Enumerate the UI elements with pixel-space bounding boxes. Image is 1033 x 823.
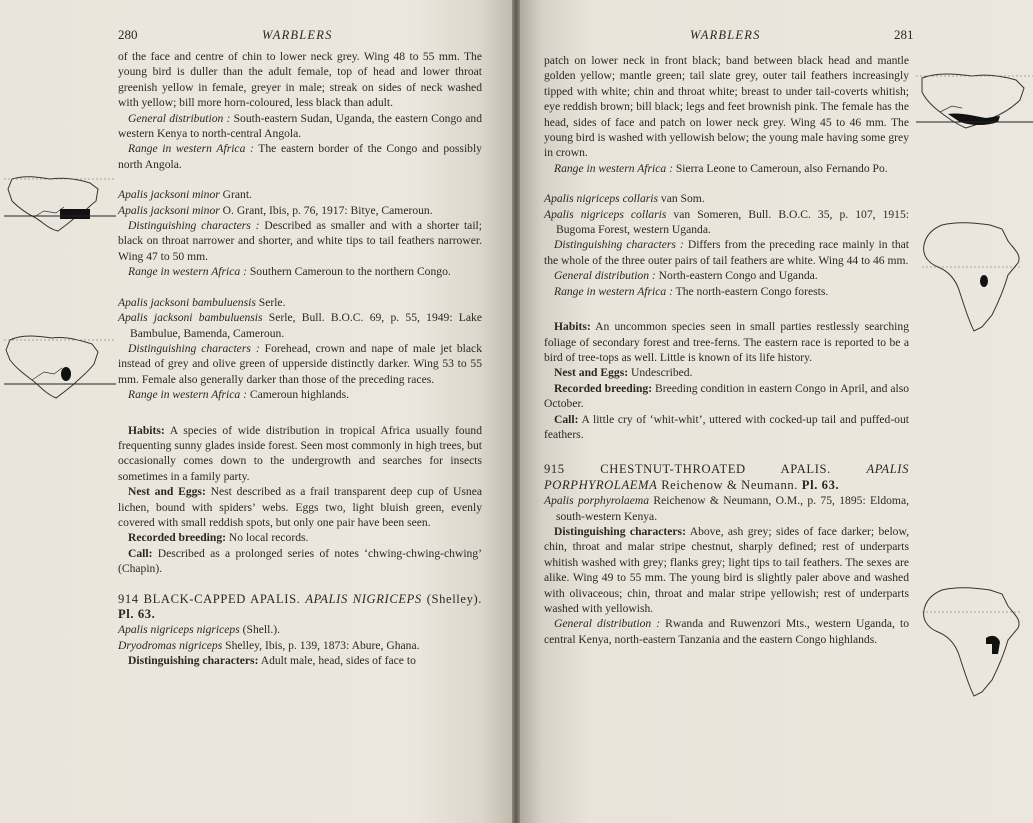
section-label: Call: (128, 546, 153, 560)
field-paragraph (118, 111, 482, 142)
section-text: An uncommon species seen in small parties restlessly searching foliage of secondary forest and tree-ferns. The eastern race is reported to be a bird of tree-tops as well. Little is known of its life history. (544, 320, 909, 364)
section-paragraph (544, 319, 909, 365)
species-common-name: BLACK-CAPPED APALIS. (143, 591, 301, 606)
paragraph-gap (118, 172, 482, 187)
section-label: Recorded breeding: (554, 381, 653, 395)
section-text: Above, ash grey; sides of face darker; below, chin, throat and malar stripe chestnut, sharply defined; rest of underparts whitish washed with grey; flanks grey; light tips to tail feathers. The sexes are alike. Wing 49 to 55 mm. The young bird is slightly paler above and washed with olivaceous; chin, throat and malar stripe yellowish; rest of underparts washed with yellowish. (544, 524, 909, 615)
species-common-name: CHESTNUT-THROATED APALIS. (600, 462, 831, 477)
field-text: Rwanda and Ruwenzori Mts., western Uganda, to central Kenya, north-eastern Tanzania and the eastern Congo highlands. (544, 617, 909, 646)
field-paragraph (118, 264, 482, 279)
field-text: Southern Cameroun to the northern Congo. (246, 265, 451, 279)
citation-name: Apalis porphyrolaema (544, 494, 650, 508)
paragraph (118, 49, 482, 111)
section-text: Nest described as a frail transparent deep cup of Usnea lichen, bound with spiders’ webs. Eggs two, light bluish green, evenly covered with small reddish spots, but only one pair have been seen. (118, 485, 482, 529)
subspecies-heading (118, 295, 482, 310)
section-text: A species of wide distribution in tropical Africa usually found frequenting sunny glades inside forest. Seen most commonly in high trees, but occasionally comes down to the undergrowth and searches for insects sometimes in a family party. (118, 423, 482, 483)
field-label: Range in western Africa : (128, 142, 254, 156)
paragraph-text: patch on lower neck in front black; band between black head and mantle golden yellow; mantle green; tail slate grey, outer tail feathers increasingly tipped with white; chin and throat white; breast to under tail-coverts whitish; eye reddish brown; bill black; legs and feet brownish pink. The female has the head, sides of face and patch on lower neck grey. Wing 45 to 46 mm. The young bird is washed with yellowish below; the young male having some grey in crown. (544, 54, 909, 160)
map-jacksoni-bambuluensis (4, 326, 116, 412)
subspecies-author: van Som. (658, 192, 705, 206)
subspecies-heading (544, 191, 909, 206)
species-author: Reichenow & Neumann. (661, 477, 799, 492)
paragraph-gap (118, 280, 482, 295)
section-label: Distinguishing characters: (554, 524, 686, 538)
paragraph-gap (544, 299, 909, 319)
citation (118, 638, 482, 653)
citation-text: O. Grant, Ibis, p. 76, 1917: Bitye, Cameroun. (219, 203, 433, 217)
citation (118, 310, 482, 341)
field-label: Range in western Africa : (554, 284, 673, 298)
field-text: South-eastern Sudan, Uganda, the eastern Congo and western Kenya to north-central Angola. (118, 111, 483, 141)
book-gutter (512, 0, 520, 823)
section-paragraph (544, 412, 909, 443)
paragraph-gap (118, 577, 482, 592)
subspecies-author: Serle. (255, 295, 286, 309)
subspecies-name: Apalis jacksoni bambuluensis (118, 295, 256, 309)
citation-name: Apalis nigriceps collaris (544, 207, 667, 221)
paragraph-gap (544, 176, 909, 191)
text-column (118, 49, 482, 669)
field-text: Differs from the preceding race mainly in that the whole of the three outer pairs of tail feathers are white. Wing 44 to 46 mm. (544, 238, 909, 267)
section-label: Nest and Eggs: (554, 366, 629, 380)
map-nigriceps-collaris (918, 219, 1026, 335)
page-number: 280 (118, 27, 138, 42)
section-text: No local records. (226, 531, 309, 545)
field-text: The eastern border of the Congo and possibly north Angola. (118, 142, 482, 171)
field-paragraph (544, 616, 909, 647)
species-heading (544, 462, 909, 493)
section-label: Nest and Eggs: (128, 485, 206, 499)
subspecies-author: (Shell.). (239, 623, 280, 637)
section-paragraph (118, 423, 482, 485)
field-label: Range in western Africa : (128, 265, 247, 279)
section-text: Breeding condition in eastern Congo in April, and also October. (544, 381, 910, 411)
subspecies-author: Grant. (219, 188, 252, 202)
map-nigriceps-nigriceps (916, 68, 1033, 138)
paragraph-gap (118, 403, 482, 423)
section-paragraph (118, 653, 482, 668)
field-label: Range in western Africa : (128, 388, 247, 402)
section-label: Distinguishing characters: (128, 654, 259, 668)
plate-reference: Pl. 63. (118, 607, 156, 621)
citation-name: Dryodromas nigriceps (118, 638, 223, 652)
field-label: General distribution : (554, 617, 661, 631)
section-paragraph (544, 381, 909, 412)
species-scientific-name: APALIS NIGRICEPS (305, 591, 422, 606)
section-label: Recorded breeding: (128, 531, 226, 545)
field-text: Described as smaller and with a shorter tail; black on throat narrower and shorter, and white tips to tail feathers narrower. Wing 47 to 50 mm. (118, 219, 482, 263)
subspecies-name: Apalis nigriceps collaris (544, 192, 659, 206)
field-paragraph (118, 341, 482, 387)
field-label: Range in western Africa : (554, 161, 673, 175)
citation-text: Reichenow & Neumann, O.M., p. 75, 1895: Eldoma, south-western Kenya. (556, 494, 909, 523)
map-porphyrolaema (918, 582, 1026, 700)
paragraph-gap (544, 442, 909, 462)
paragraph (544, 53, 909, 161)
section-label: Habits: (554, 320, 591, 334)
field-text: North-eastern Congo and Uganda. (655, 269, 818, 283)
citation-text: Shelley, Ibis, p. 139, 1873: Abure, Ghana. (222, 638, 420, 652)
plate-reference: Pl. 63. (801, 477, 840, 492)
field-text: Forehead, crown and nape of male jet black instead of grey and olive green of upperside distinctly darker. Wing 53 to 55 mm. Female also generally darker than those of the preceding races. (118, 341, 482, 386)
text-column (544, 53, 909, 647)
field-text: The north-eastern Congo forests. (672, 284, 829, 298)
subspecies-name: Apalis nigriceps nigriceps (118, 623, 240, 637)
species-number: 914 (118, 591, 139, 606)
page-number: 281 (894, 27, 914, 42)
section-paragraph (544, 365, 909, 380)
section-text: Described as a prolonged series of notes ‘chwing-chwing-chwing’ (Chapin). (118, 546, 482, 576)
section-paragraph (544, 524, 909, 616)
map-jacksoni-minor (4, 167, 116, 247)
paragraph-text: of the face and centre of chin to lower neck grey. Wing 48 to 55 mm. The young bird is duller than the adult female, top of head and lower throat greenish yellow in female, greyer in male; streak on sides of neck washed with yellow; bill more horn-coloured, less black than adult. (118, 50, 482, 110)
section-text: A little cry of ‘whit-whit’, uttered with cocked-up tail and puffed-out feathers. (544, 412, 909, 441)
field-label: Distinguishing characters : (128, 341, 260, 355)
subspecies-heading (118, 622, 482, 637)
field-paragraph (118, 387, 482, 402)
field-paragraph (544, 161, 909, 176)
citation (544, 207, 909, 238)
field-text: Cameroun highlands. (246, 388, 350, 402)
subspecies-heading (118, 187, 482, 202)
field-paragraph (544, 268, 909, 283)
citation-name: Apalis jacksoni minor (118, 203, 220, 217)
right-page (516, 0, 1033, 823)
field-text: Sierra Leone to Cameroun, also Fernando Po. (672, 161, 888, 175)
species-heading (118, 592, 482, 623)
section-paragraph (118, 546, 482, 577)
section-paragraph (118, 484, 482, 530)
citation (118, 203, 482, 218)
field-paragraph (544, 284, 909, 299)
field-paragraph (118, 218, 482, 264)
species-author: (Shelley). (426, 591, 483, 606)
section-paragraph (118, 530, 482, 545)
citation-text: van Someren, Bull. B.O.C. 35, p. 107, 1915: Bugoma Forest, western Uganda. (556, 207, 909, 237)
citation-text: Serle, Bull. B.O.C. 69, p. 55, 1949: Lake Bambulue, Bamenda, Cameroun. (130, 311, 482, 340)
field-paragraph (118, 141, 482, 172)
running-head: WARBLERS (262, 28, 333, 42)
citation (544, 493, 909, 524)
left-page (0, 0, 516, 823)
section-text: Adult male, head, sides of face to (258, 654, 416, 668)
running-head: WARBLERS (690, 28, 761, 42)
section-label: Call: (554, 412, 579, 426)
field-label: General distribution : (554, 269, 656, 283)
field-label: General distribution : (128, 111, 231, 125)
species-scientific-name: APALIS PORPHYROLAEMA (544, 462, 909, 492)
section-label: Habits: (128, 423, 165, 437)
field-label: Distinguishing characters : (554, 238, 684, 252)
citation-name: Apalis jacksoni bambuluensis (118, 311, 263, 325)
section-text: Undescribed. (628, 366, 693, 380)
subspecies-name: Apalis jacksoni minor (118, 188, 220, 202)
field-paragraph (544, 237, 909, 268)
field-label: Distinguishing characters : (128, 219, 260, 233)
species-number: 915 (544, 462, 565, 477)
